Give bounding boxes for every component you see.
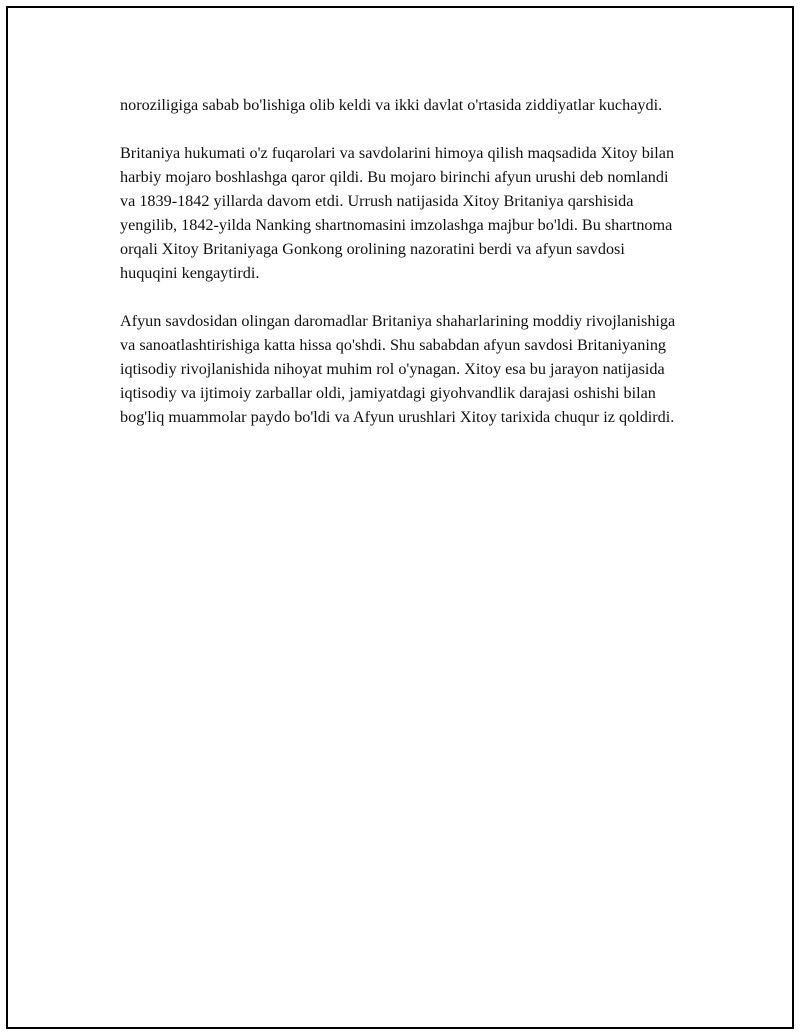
paragraph-2: Britaniya hukumati o'z fuqarolari va savdolarini himoya qilish maqsadida Xitoy bilan harbiy mojaro boshlashga qaror qildi. Bu mojaro birinchi afyun urushi deb nomlandi va 1839-1842 yillarda davom etdi. Urrush natijasida Xitoy Britaniya qarshisida yengilib, 1842-yilda Nanking shartnomasini imzolashga majbur bo'ldi. Bu shartnoma orqali Xitoy Britaniyaga Gonkong orolining nazoratini berdi va afyun savdosi huquqini kengaytirdi. — [120, 144, 675, 282]
document-body — [120, 93, 680, 453]
paragraph-1: noroziligiga sabab bo'lishiga olib keldi va ikki davlat o'rtasida ziddiyatlar kuchaydi. — [120, 96, 663, 114]
paragraph-3: Afyun savdosidan olingan daromadlar Britaniya shaharlarining moddiy rivojlanishiga va sanoatlashtirishiga katta hissa qo'shdi. Shu sababdan afyun savdosi Britaniyaning iqtisodiy rivojlanishida nihoyat muhim rol o'ynagan. Xitoy esa bu jarayon natijasida iqtisodiy va ijtimoiy zarballar oldi, jamiyatdagi giyohvandlik darajasi oshishi bilan bog'liq muammolar paydo bo'ldi va Afyun urushlari Xitoy tarixida chuqur iz qoldirdi. — [120, 312, 676, 426]
document-page — [6, 6, 794, 1029]
